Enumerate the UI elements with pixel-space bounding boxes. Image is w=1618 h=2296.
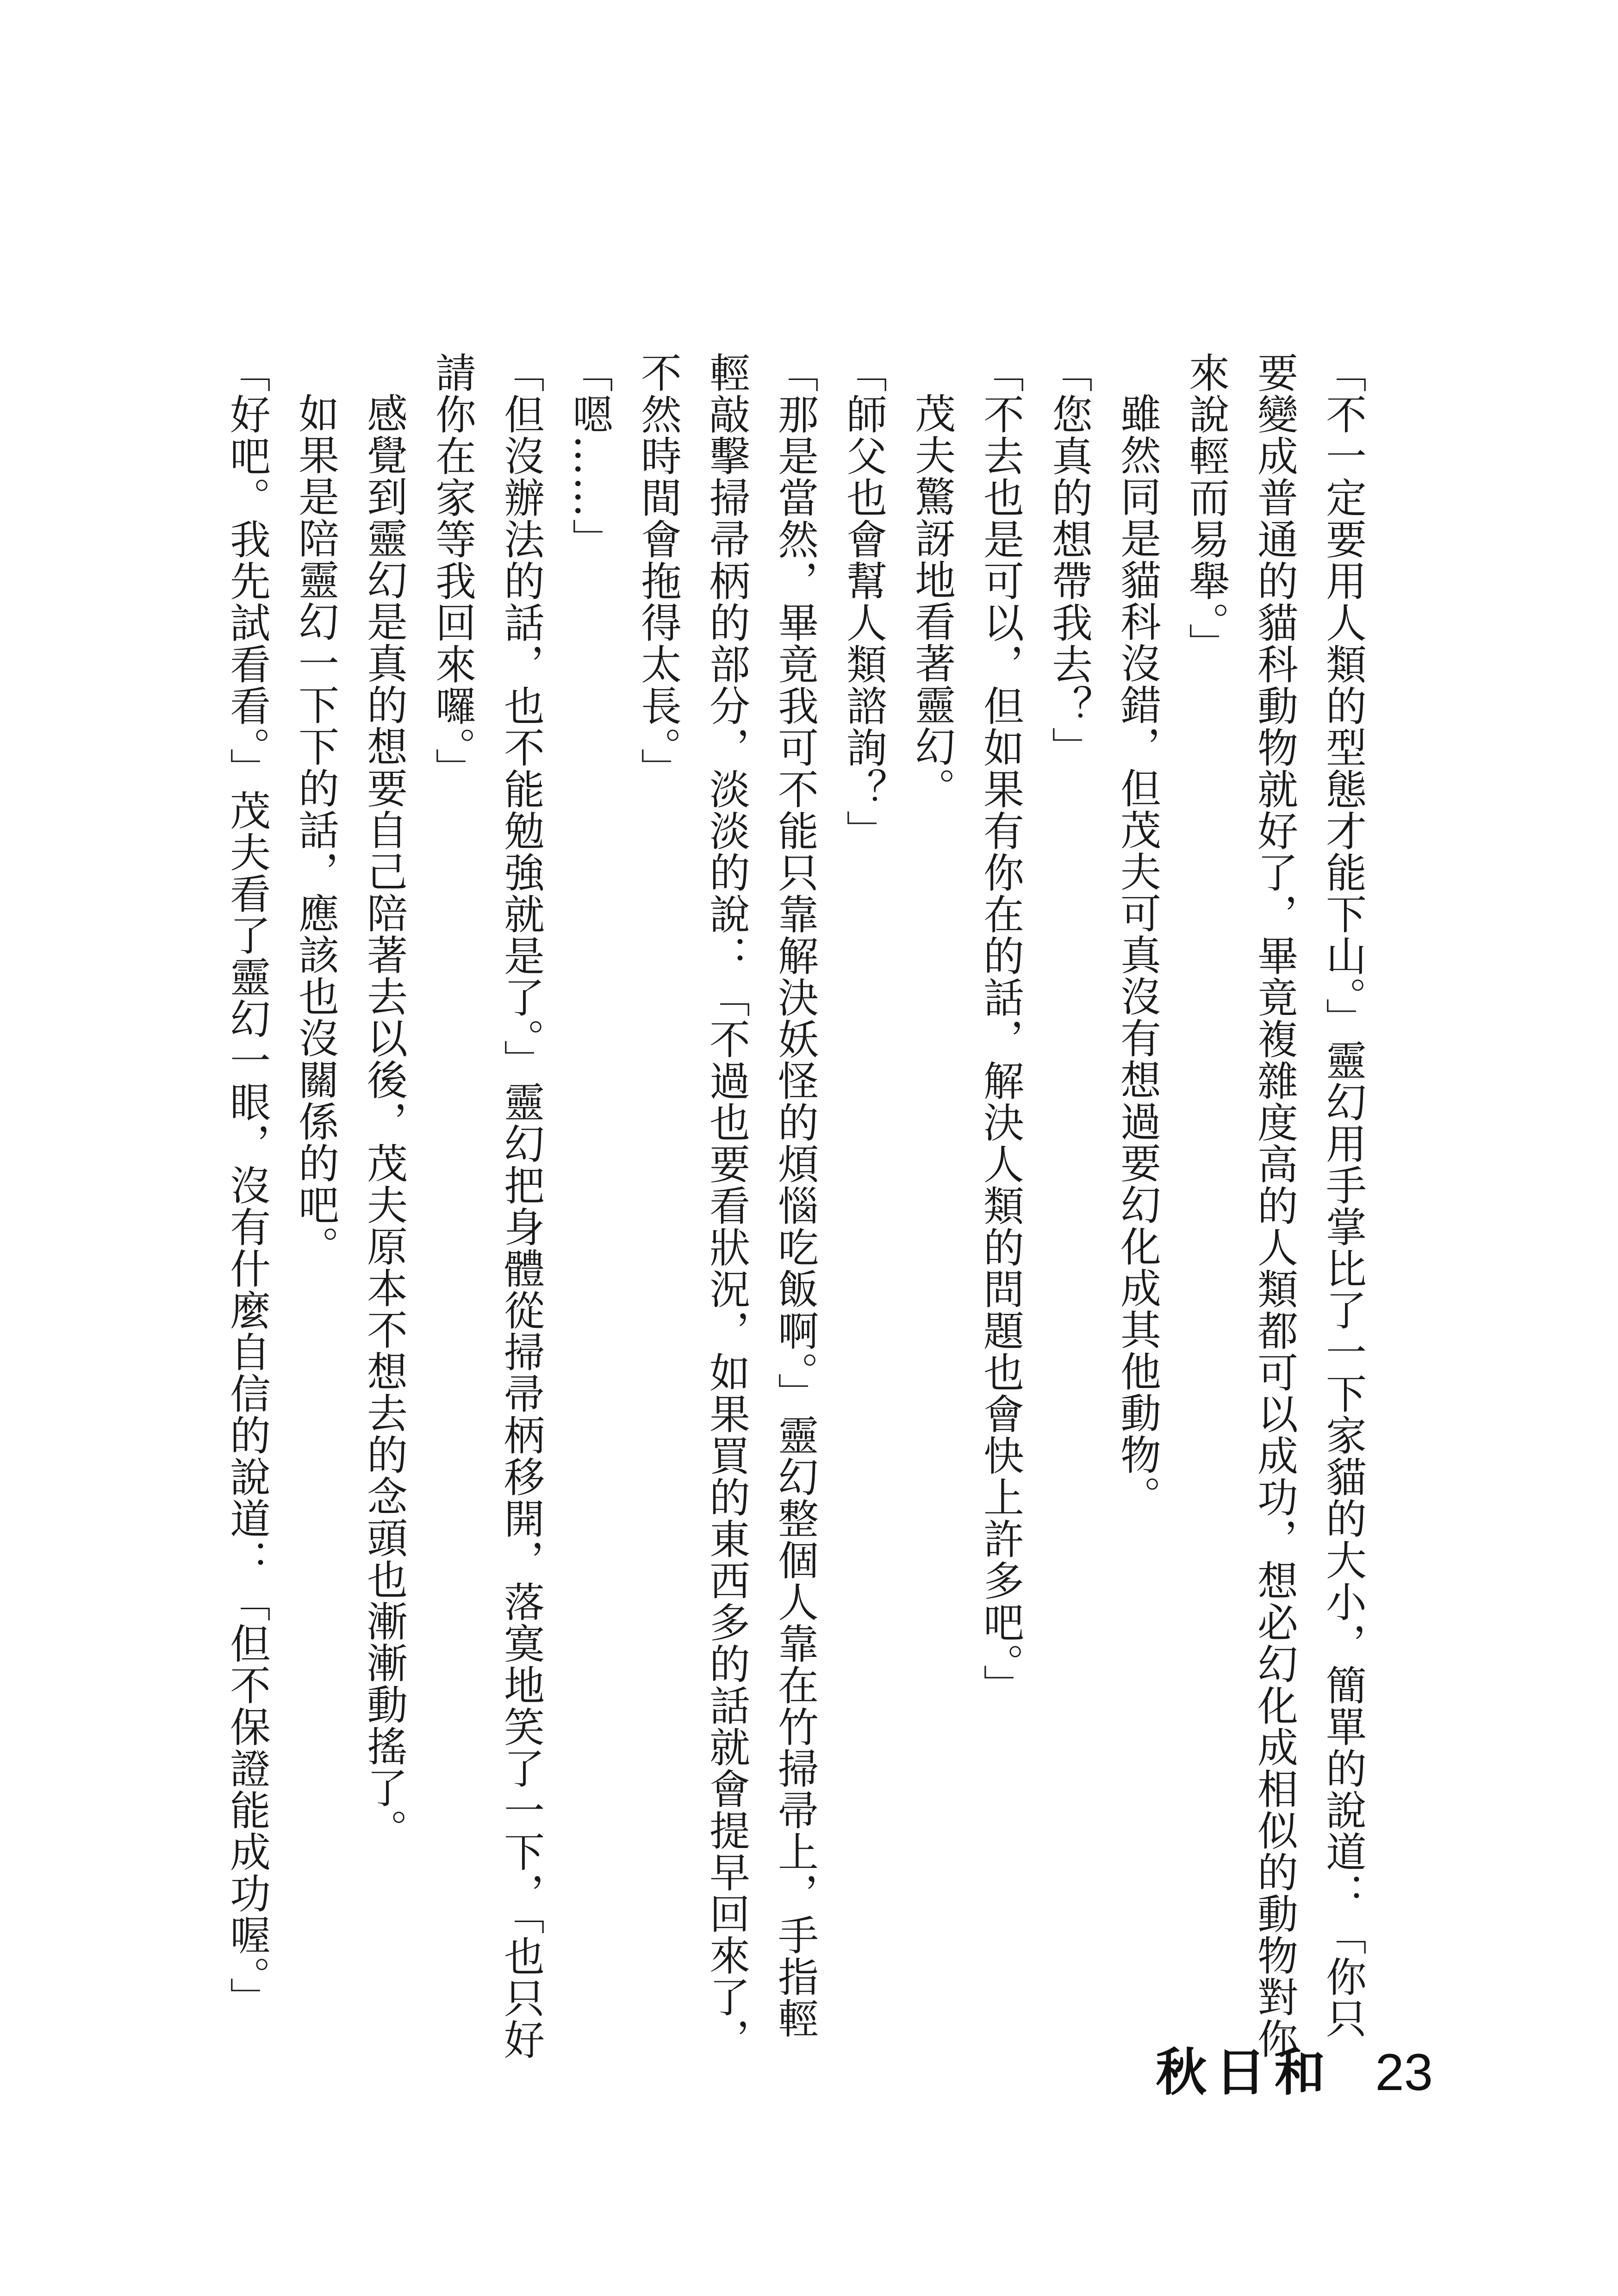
- paragraph-7: 「那是當然，畢竟我可不能只靠解決妖怪的煩惱吃飯啊。」靈幻整個人靠在竹掃帚上，手指輕輕敲擊掃帚柄的部分，淡淡的說：「不過也要看狀況，如果買的東西多的話就會提早回來了，不然時間會拖得太長。」: [635, 352, 819, 2060]
- paragraph-6: 「師父也會幫人類諮詢？」: [840, 352, 888, 852]
- paragraph-9: 「但沒辦法的話，也不能勉強就是了。」靈幻把身體從掃帚柄移開，落寞地笑了一下，「也只好請你在家等我回來囉。」: [429, 352, 545, 2060]
- paragraph-4: 「不去也是可以，但如果有你在的話，解決人類的問題也會快上許多吧。」: [977, 352, 1025, 1706]
- paragraph-12: 「好吧。我先試看看。」茂夫看了靈幻一眼，沒有什麼自信的說道：「但不保證能成功喔。」: [224, 352, 271, 2019]
- paragraph-1: 「不一定要用人類的型態才能下山。」靈幻用手掌比了一下家貓的大小，簡單的說道：「你只要變成普通的貓科動物就好了，畢竟複雜度高的人類都可以成功，想必幻化成相似的動物對你來說輕而易舉。」: [1182, 352, 1367, 2060]
- paragraph-8: 「嗯……」: [566, 352, 614, 560]
- body-text: [213, 352, 1377, 2064]
- page-footer: [1156, 2032, 1433, 2105]
- book-title: 秋日和: [1156, 2042, 1334, 2102]
- page-number: 23: [1375, 2043, 1433, 2101]
- paragraph-10: 感覺到靈幻是真的想要自己陪著去以後，茂夫原本不想去的念頭也漸漸動搖了。: [361, 392, 408, 1850]
- paragraph-11: 如果是陪靈幻一下下的話，應該也沒關係的吧。: [292, 392, 340, 1267]
- paragraph-3: 「您真的想帶我去？」: [1045, 352, 1093, 768]
- paragraph-2: 雖然同是貓科沒錯，但茂夫可真沒有想過要幻化成其他動物。: [1114, 392, 1162, 1517]
- paragraph-5: 茂夫驚訝地看著靈幻。: [909, 392, 956, 809]
